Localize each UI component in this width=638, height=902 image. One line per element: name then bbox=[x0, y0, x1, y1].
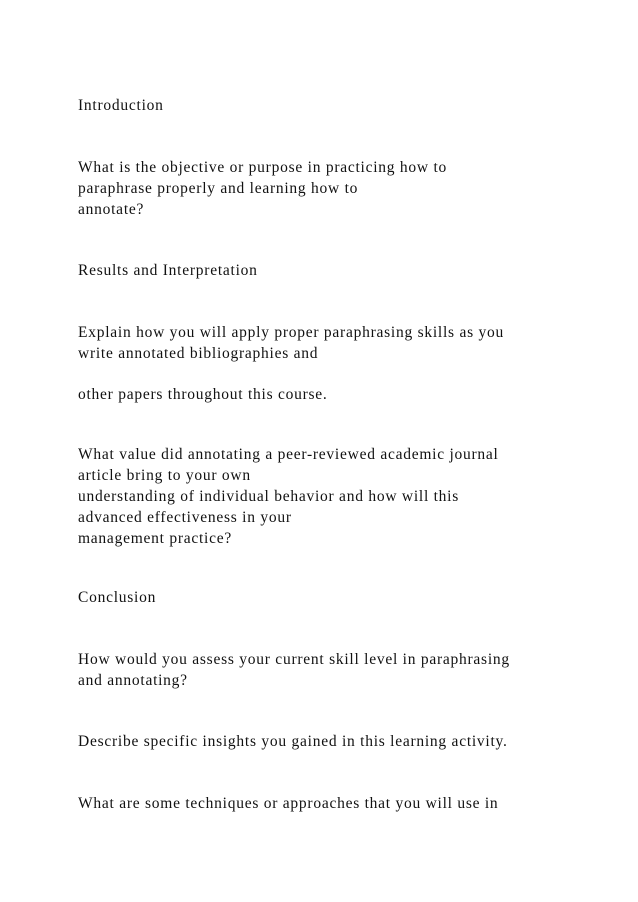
text-line: and annotating? bbox=[78, 672, 188, 689]
heading-introduction: Introduction bbox=[78, 97, 164, 114]
text-line: What are some techniques or approaches that you will use in bbox=[78, 795, 499, 812]
text-line: write annotated bibliographies and bbox=[78, 345, 319, 362]
text-line: What value did annotating a peer-reviewed academic journal bbox=[78, 446, 499, 463]
text-line: other papers throughout this course. bbox=[78, 386, 328, 403]
text-line: article bring to your own bbox=[78, 467, 251, 484]
heading-results-and-interpretation: Results and Interpretation bbox=[78, 262, 258, 279]
text-line: understanding of individual behavior and how will this bbox=[78, 488, 460, 505]
text-line: How would you assess your current skill level in paraphrasing bbox=[78, 651, 510, 668]
text-line: What is the objective or purpose in practicing how to bbox=[78, 159, 448, 176]
text-line: annotate? bbox=[78, 201, 145, 218]
text-line: advanced effectiveness in your bbox=[78, 509, 292, 526]
text-line: Explain how you will apply proper paraphrasing skills as you bbox=[78, 324, 504, 341]
text-line: Describe specific insights you gained in this learning activity. bbox=[78, 733, 508, 750]
text-line: paraphrase properly and learning how to bbox=[78, 180, 359, 197]
heading-conclusion: Conclusion bbox=[78, 589, 157, 606]
text-line: management practice? bbox=[78, 530, 232, 547]
